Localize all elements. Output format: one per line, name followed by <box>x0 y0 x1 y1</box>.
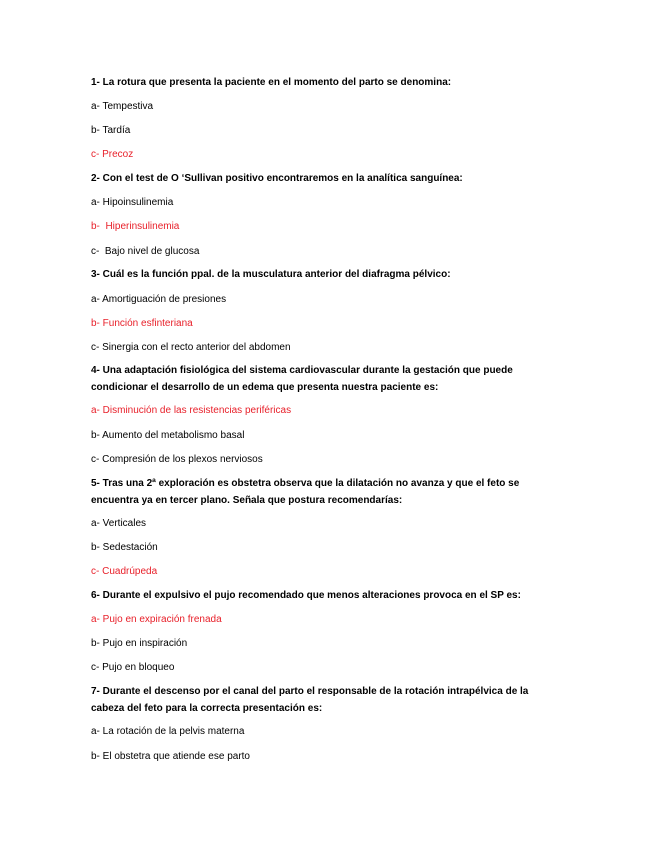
q5-option-c-correct: c- Cuadrúpeda <box>91 566 158 577</box>
question-7: 7- Durante el descenso por el canal del parto el responsable de la rotación intrapélvica de la cabeza del feto para la correcta presentación es: <box>91 686 529 714</box>
q3-option-a: a- Amortiguación de presiones <box>91 294 227 305</box>
question-4: 4- Una adaptación fisiológica del sistema cardiovascular durante la gestación que puede condicionar el desarrollo de un edema que presenta nuestra paciente es: <box>91 365 513 393</box>
question-2: 2- Con el test de O ‘Sullivan positivo encontraremos en la analítica sanguínea: <box>91 173 463 184</box>
q2-option-b-correct: b- Hiperinsulinemia <box>91 221 180 232</box>
q3-option-c: c- Sinergia con el recto anterior del abdomen <box>91 342 291 353</box>
q3-option-b-correct: b- Función esfinteriana <box>91 318 193 329</box>
q5-option-b: b- Sedestación <box>91 542 158 553</box>
question-3: 3- Cuál es la función ppal. de la musculatura anterior del diafragma pélvico: <box>91 269 451 280</box>
question-6: 6- Durante el expulsivo el pujo recomendado que menos alteraciones provoca en el SP es: <box>91 590 521 601</box>
q6-option-b: b- Pujo en inspiración <box>91 638 188 649</box>
question-1: 1- La rotura que presenta la paciente en el momento del parto se denomina: <box>91 77 452 88</box>
q4-option-b: b- Aumento del metabolismo basal <box>91 430 245 441</box>
q7-option-b: b- El obstetra que atiende ese parto <box>91 751 250 762</box>
q2-option-c: c- Bajo nivel de glucosa <box>91 246 200 257</box>
q4-option-a-correct: a- Disminución de las resistencias periféricas <box>91 405 292 416</box>
q6-option-c: c- Pujo en bloqueo <box>91 662 175 673</box>
q1-option-a: a- Tempestiva <box>91 101 154 112</box>
q6-option-a-correct: a- Pujo en expiración frenada <box>91 614 222 625</box>
q5-option-a: a- Verticales <box>91 518 147 529</box>
q1-option-c-correct: c- Precoz <box>91 149 134 160</box>
q4-option-c: c- Compresión de los plexos nerviosos <box>91 454 263 465</box>
q1-option-b: b- Tardía <box>91 125 131 136</box>
question-5: 5- Tras una 2ª exploración es obstetra observa que la dilatación no avanza y que el feto se encuentra ya en tercer plano. Señala que postura recomendarías: <box>91 478 520 506</box>
q2-option-a: a- Hipoinsulinemia <box>91 197 174 208</box>
q7-option-a: a- La rotación de la pelvis materna <box>91 726 245 737</box>
